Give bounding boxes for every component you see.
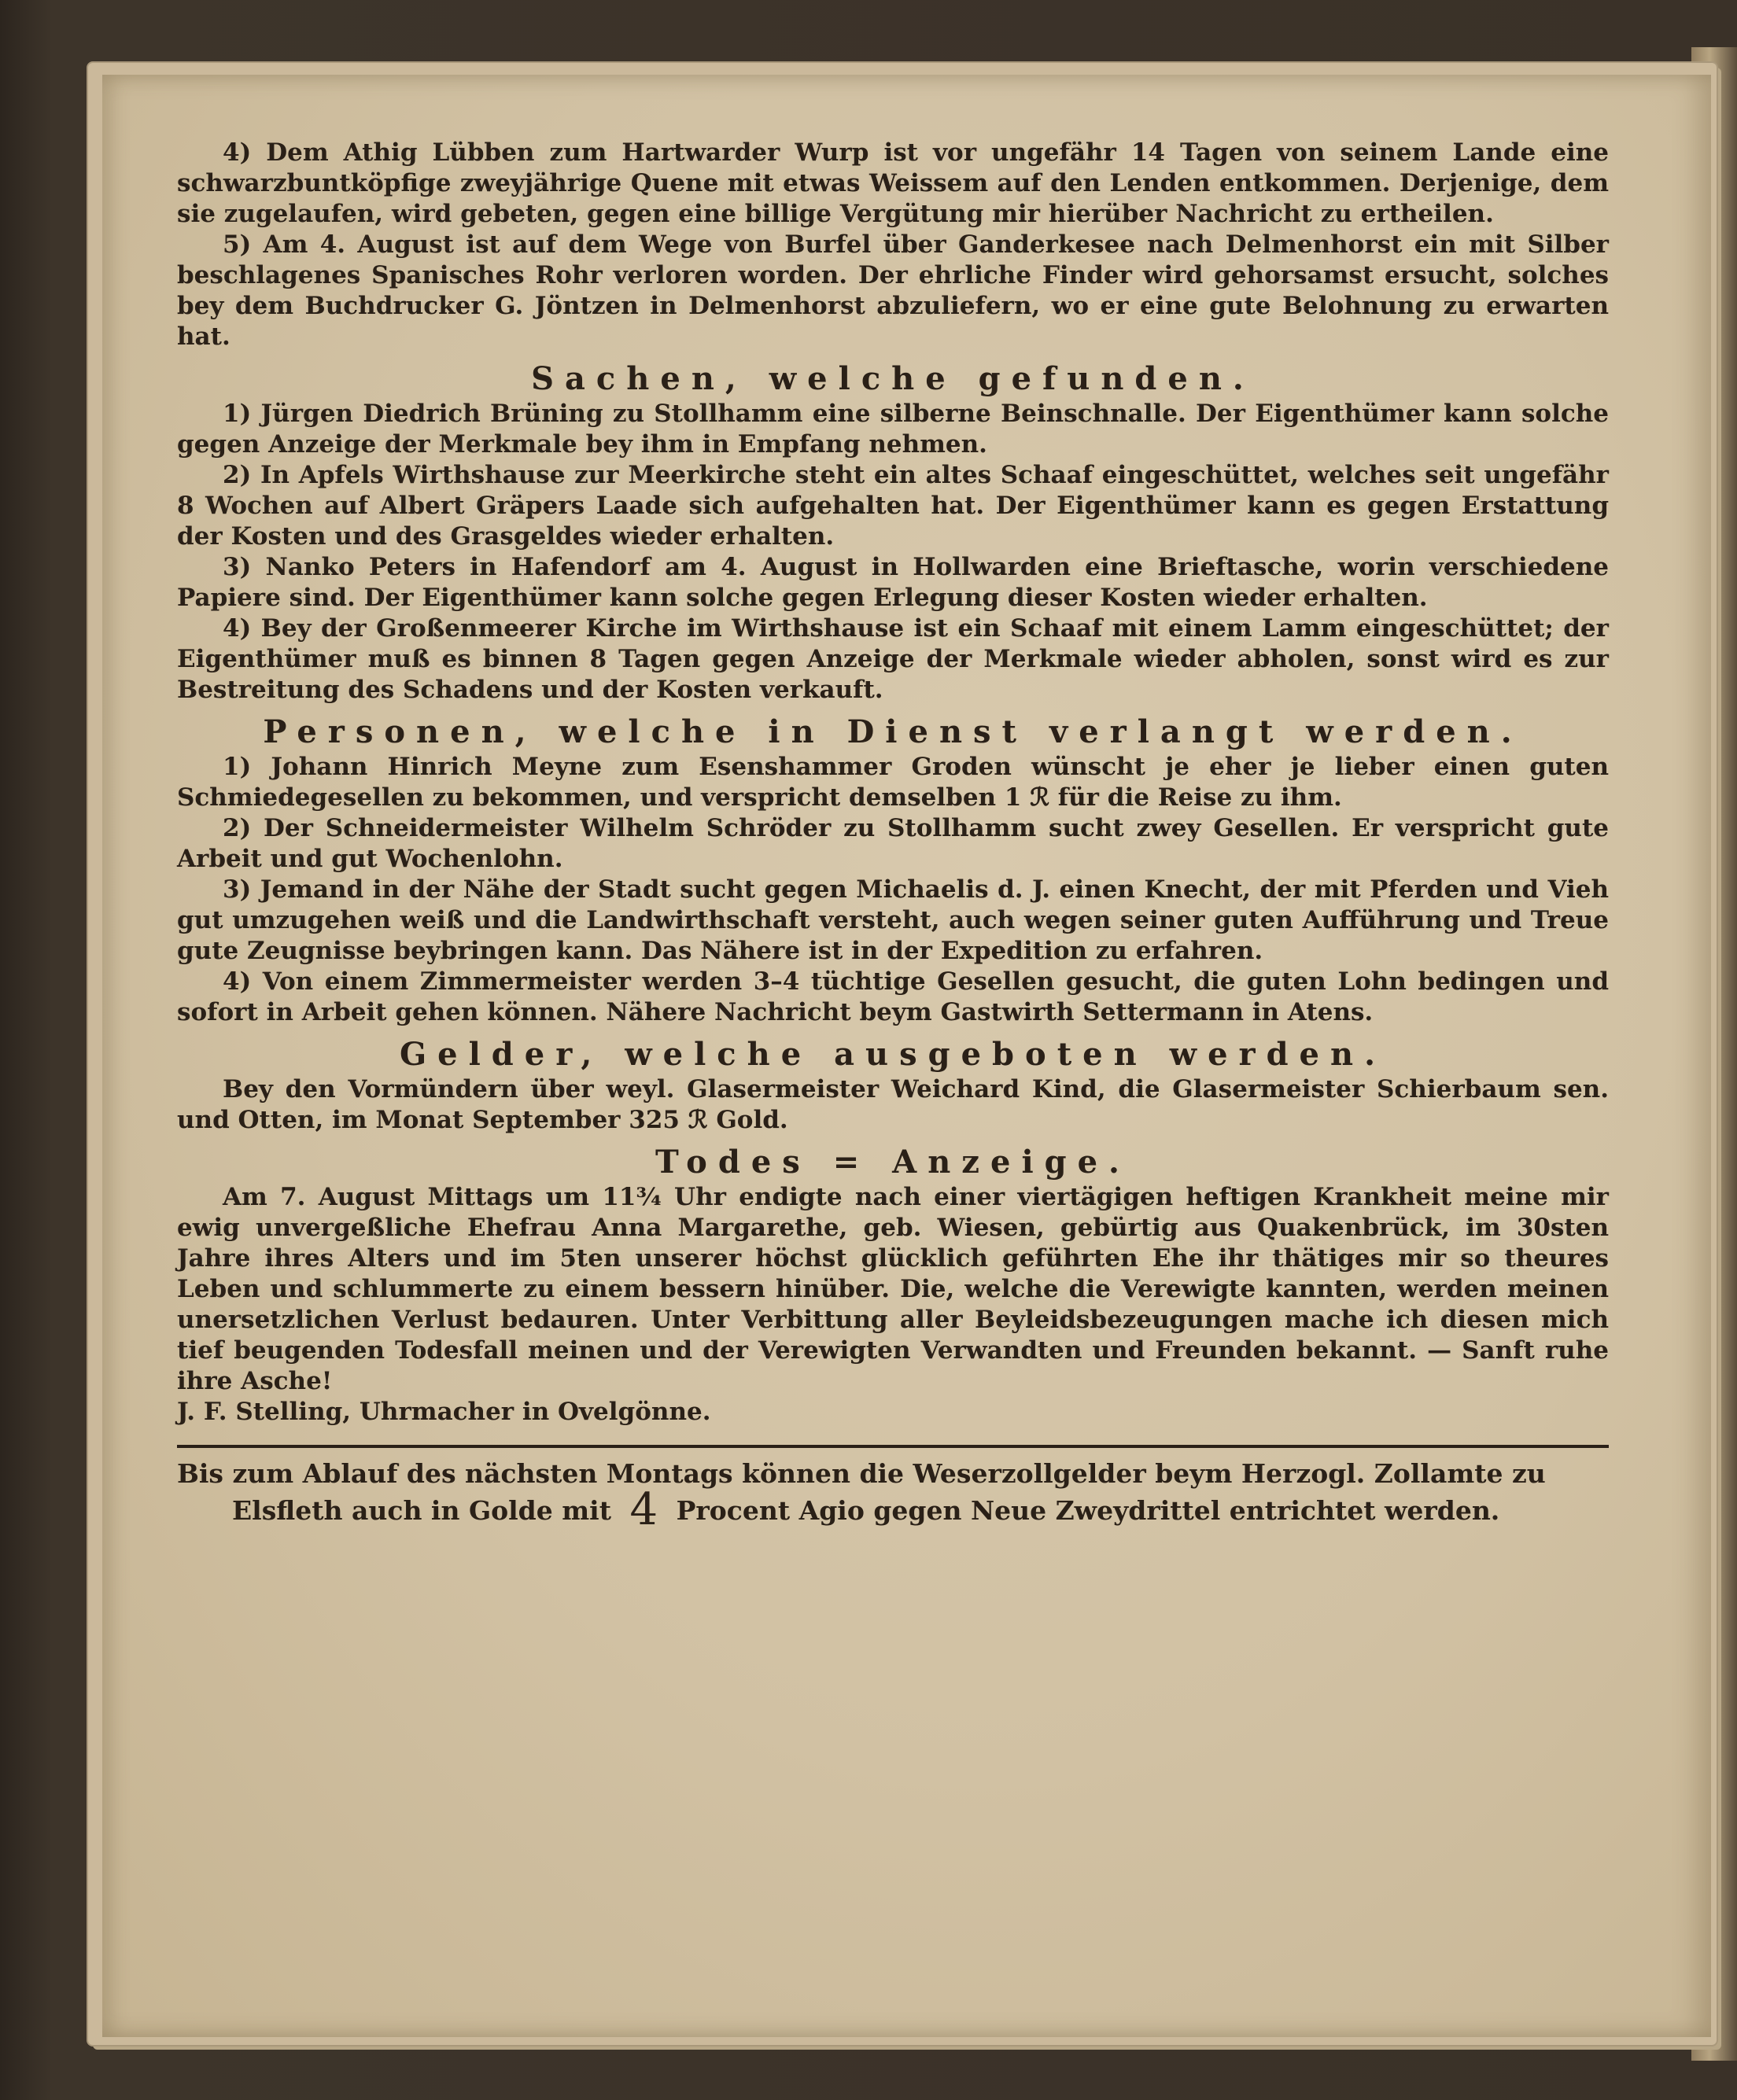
lost-item-4: 4) Dem Athig Lübben zum Hartwarder Wurp ist vor ungefähr 14 Tagen von seinem Lande eine schwarzbuntköpfige zweyjährige Quene mit etwas Weissem auf den Lenden entkommen. Derjenige, dem sie zugelaufen, wird gebeten, gegen eine billige Vergütung mir hierüber Nachricht zu ertheilen. <box>177 138 1609 228</box>
service-heading: Personen, welche in Dienst verlangt werden. <box>263 713 1523 750</box>
death-text: Am 7. August Mittags um 11¾ Uhr endigte nach einer viertägigen heftigen Krankheit meine mir ewig unvergeßliche Ehefrau Anna Margarethe, geb. Wiesen, gebürtig aus Quakenbrück, im 30sten Jahre ihres Alters und im 5ten unserer höchst glücklich geführten Ehe ihr thätiges mir so theures Leben und schlummerte zu einem bessern hinüber. Die, welche die Verewigte kannten, werden meinen unersetzlichen Verlust bedauren. Unter Verbittung aller Beyleidsbezeugungen mache ich diesen mich tief beugenden Todesfall meinen und der Verewigten Verwandten und Freunden bekannt. — Sanft ruhe ihre Asche! <box>177 1183 1609 1395</box>
toll-notice-line-2-start: Elsfleth auch in Golde mit <box>232 1495 611 1526</box>
found-item-2: 2) In Apfels Wirthshause zur Meerkirche steht ein altes Schaaf eingeschüttet, welches seit ungefähr 8 Wochen auf Albert Gräpers Laade sich aufgehalten hat. Der Eigenthümer kann es gegen Erstattung der Kosten und des Grasgeldes wieder erhalten. <box>177 461 1609 551</box>
divider-rule <box>177 1445 1609 1448</box>
found-item-3: 3) Nanko Peters in Hafendorf am 4. August in Hollwarden eine Brieftasche, worin verschiedene Papiere sind. Der Eigenthümer kann solche gegen Erlegung dieser Kosten wieder erhalten. <box>177 553 1609 612</box>
page-content <box>177 138 1609 1535</box>
death-heading: Todes = Anzeige. <box>655 1144 1130 1181</box>
toll-notice-line-1: Bis zum Ablauf des nächsten Montags können die Weserzollgelder beym Herzogl. Zollamte zu <box>177 1458 1546 1489</box>
toll-notice-line-2-end: Procent Agio gegen Neue Zweydrittel entrichtet werden. <box>676 1495 1500 1526</box>
service-item-3: 3) Jemand in der Nähe der Stadt sucht gegen Michaelis d. J. einen Knecht, der mit Pferden und Vieh gut umzugehen weiß und die Landwirthschaft versteht, auch wegen seiner guten Aufführung und Treue gute Zeugnisse beybringen kann. Das Nähere ist in der Expedition zu erfahren. <box>177 875 1609 965</box>
found-item-4: 4) Bey der Großenmeerer Kirche im Wirthshause ist ein Schaaf mit einem Lamm eingeschüttet; der Eigenthümer muß es binnen 8 Tagen gegen Anzeige der Merkmale wieder abholen, sonst wird es zur Bestreitung des Schadens und der Kosten verkauft. <box>177 614 1609 704</box>
service-item-1: 1) Johann Hinrich Meyne zum Esenshammer Groden wünscht je eher je lieber einen guten Schmiedegesellen zu bekommen, und verspricht demselben 1 ℛ für die Reise zu ihm. <box>177 753 1609 812</box>
money-text: Bey den Vormündern über weyl. Glasermeister Weichard Kind, die Glasermeister Schierbaum sen. und Otten, im Monat September 325 ℛ Gold. <box>177 1075 1609 1134</box>
service-item-2: 2) Der Schneidermeister Wilhelm Schröder zu Stollhamm sucht zwey Gesellen. Er verspricht gute Arbeit und gut Wochenlohn. <box>177 814 1609 873</box>
toll-notice-percent: 4 <box>629 1484 658 1535</box>
found-item-1: 1) Jürgen Diedrich Brüning zu Stollhamm eine silberne Beinschnalle. Der Eigenthümer kann solche gegen Anzeige der Merkmale bey ihm in Empfang nehmen. <box>177 400 1609 459</box>
service-item-4: 4) Von einem Zimmermeister werden 3–4 tüchtige Gesellen gesucht, die guten Lohn bedingen und sofort in Arbeit gehen können. Nähere Nachricht beym Gastwirth Settermann in Atens. <box>177 967 1609 1026</box>
death-signature: J. F. Stelling, Uhrmacher in Ovelgönne. <box>177 1398 711 1426</box>
found-heading: Sachen, welche gefunden. <box>531 360 1255 397</box>
money-heading: Gelder, welche ausgeboten werden. <box>399 1036 1387 1073</box>
lost-item-5: 5) Am 4. August ist auf dem Wege von Burfel über Ganderkesee nach Delmenhorst ein mit Silber beschlagenes Spanisches Rohr verloren worden. Der ehrliche Finder wird gehorsamst ersucht, solches bey dem Buchdrucker G. Jöntzen in Delmenhorst abzuliefern, wo er eine gute Belohnung zu erwarten hat. <box>177 230 1609 351</box>
toll-notice-line-2 <box>177 1484 1609 1535</box>
toll-notice <box>177 1456 1609 1535</box>
